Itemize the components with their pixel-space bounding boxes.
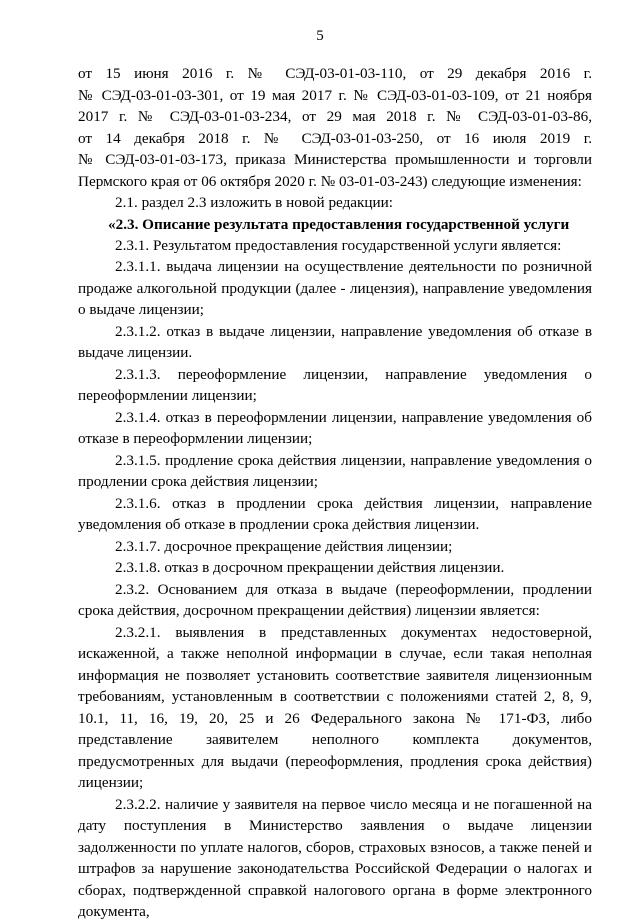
paragraph-2-3-1-4: 2.3.1.4. отказ в переоформлении лицензии, направление уведомления об отказе в переоформлении лицензии; xyxy=(78,408,592,447)
paragraph-2-3-1-1: 2.3.1.1. выдача лицензии на осуществление деятельности по розничной продаже алкогольной продукции (далее - лицензия), направление уведомления о выдаче лицензии; xyxy=(78,258,592,318)
page-number: 5 xyxy=(316,28,324,44)
paragraph-2-3-1-3: 2.3.1.3. переоформление лицензии, направление уведомления о переоформлении лицензии; xyxy=(78,365,592,404)
paragraph-2-3-1-6: 2.3.1.6. отказ в продлении срока действия лицензии, направление уведомления об отказе в продлении срока действия лицензии. xyxy=(78,494,592,533)
intro-line: № СЭД-03-01-03-173, приказа Министерства промышленности и торговли xyxy=(78,151,592,168)
intro-line: от 15 июня 2016 г. № СЭД-03-01-03-110, от 29 декабря 2016 г. xyxy=(78,65,592,82)
paragraph-2-3-1-2: 2.3.1.2. отказ в выдаче лицензии, направление уведомления об отказе в выдаче лицензии. xyxy=(78,322,592,361)
intro-paragraph xyxy=(78,63,592,192)
paragraph-2-3-1-8: 2.3.1.8. отказ в досрочном прекращении действия лицензии. xyxy=(115,559,505,576)
paragraph-2-3-2: 2.3.2. Основанием для отказа в выдаче (переоформлении, продлении срока действия, досрочном прекращении действия) лицензии является: xyxy=(78,580,592,619)
paragraph-2-3-1: 2.3.1. Результатом предоставления государственной услуги является: xyxy=(115,236,562,254)
intro-line: Пермского края от 06 октября 2020 г. № 03-01-03-243) следующие изменения: xyxy=(78,172,582,190)
paragraph-2-3-2-1: 2.3.2.1. выявления в представленных документах недостоверной, искаженной, а также неполной информации в случае, если такая неполная информация не позволяет установить соответствие заявителя лицензионным требованиям, установленным в соответствии с положениями статей 2, 8, 9, 10.1, 11, 16, 19, 20, 25 и 26 Федерального закона № 171-ФЗ, либо представление заявителем неполного комплекта документов, предусмотренных для выдачи (переоформления, продления срока действия) лицензии; xyxy=(78,623,592,791)
paragraph-2-3-1-5: 2.3.1.5. продление срока действия лицензии, направление уведомления о продлении срока действия лицензии; xyxy=(78,451,592,490)
document-body xyxy=(78,63,592,923)
intro-line: 2017 г. № СЭД-03-01-03-234, от 29 мая 2018 г. № СЭД-03-01-03-86, xyxy=(78,108,592,125)
intro-line: № СЭД-03-01-03-301, от 19 мая 2017 г. № СЭД-03-01-03-109, от 21 ноября xyxy=(78,86,592,104)
paragraph-2-3-2-2: 2.3.2.2. наличие у заявителя на первое число месяца и не погашенной на дату поступления в Министерство заявления о выдаче лицензии задолженности по уплате налогов, сборов, страховых взносов, а также пеней и штрафов за нарушение законодательства Российской Федерации о налогах и сборах, подтвержденной справкой налогового органа в форме электронного документа, xyxy=(78,795,592,920)
intro-line: от 14 декабря 2018 г. № СЭД-03-01-03-250, от 16 июля 2019 г. xyxy=(78,129,592,147)
item-2-1: 2.1. раздел 2.3 изложить в новой редакции: xyxy=(115,194,394,211)
section-heading: «2.3. Описание результата предоставления государственной услуги xyxy=(108,215,570,233)
paragraph-2-3-1-7: 2.3.1.7. досрочное прекращение действия лицензии; xyxy=(115,537,453,555)
